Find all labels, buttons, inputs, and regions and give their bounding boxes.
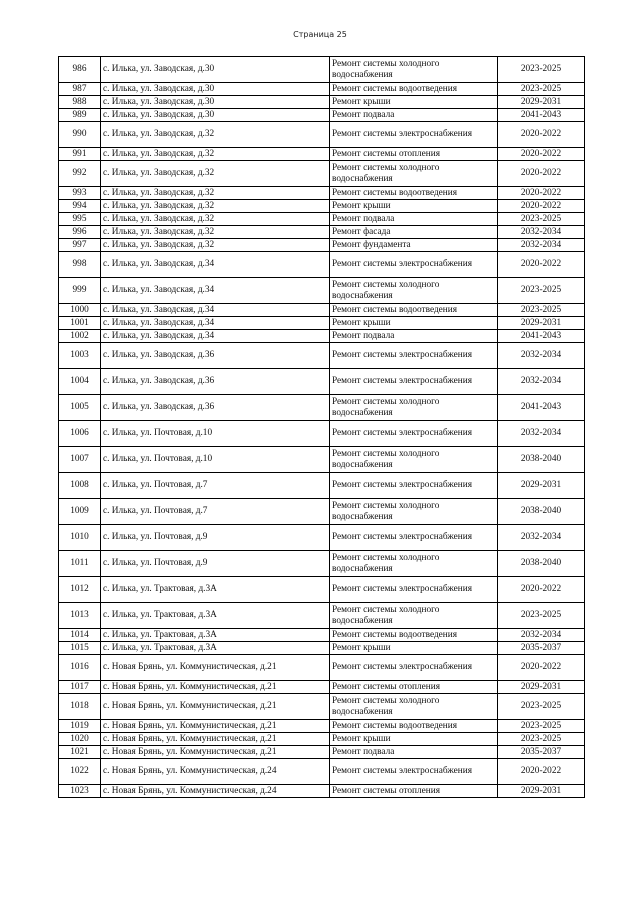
row-number-cell: 1023 — [59, 785, 101, 798]
period-cell: 2023-2025 — [498, 213, 585, 226]
address-cell: с. Илька, ул. Почтовая, д.7 — [101, 499, 330, 525]
address-cell: с. Илька, ул. Трактовая, д.3А — [101, 642, 330, 655]
row-number-cell: 1016 — [59, 655, 101, 681]
row-number-cell: 994 — [59, 200, 101, 213]
work-type-cell: Ремонт системы холодного водоснабжения — [330, 551, 498, 577]
table-row — [59, 317, 585, 330]
table-row — [59, 473, 585, 499]
row-number-cell: 1014 — [59, 629, 101, 642]
address-cell: с. Илька, ул. Заводская, д.34 — [101, 317, 330, 330]
row-number-cell: 991 — [59, 148, 101, 161]
row-number-cell: 1010 — [59, 525, 101, 551]
period-cell: 2035-2037 — [498, 746, 585, 759]
work-type-cell: Ремонт системы холодного водоснабжения — [330, 499, 498, 525]
table-row — [59, 395, 585, 421]
address-cell: с. Илька, ул. Заводская, д.32 — [101, 213, 330, 226]
table-row — [59, 161, 585, 187]
work-type-cell: Ремонт подвала — [330, 746, 498, 759]
period-cell: 2029-2031 — [498, 473, 585, 499]
address-cell: с. Илька, ул. Заводская, д.34 — [101, 252, 330, 278]
period-cell: 2038-2040 — [498, 551, 585, 577]
address-cell: с. Илька, ул. Заводская, д.32 — [101, 239, 330, 252]
address-cell: с. Новая Брянь, ул. Коммунистическая, д.21 — [101, 746, 330, 759]
row-number-cell: 988 — [59, 96, 101, 109]
period-cell: 2038-2040 — [498, 499, 585, 525]
table-row — [59, 525, 585, 551]
period-cell: 2023-2025 — [498, 733, 585, 746]
table-row — [59, 629, 585, 642]
work-type-cell: Ремонт системы электроснабжения — [330, 252, 498, 278]
address-cell: с. Новая Брянь, ул. Коммунистическая, д.21 — [101, 655, 330, 681]
address-cell: с. Илька, ул. Заводская, д.36 — [101, 369, 330, 395]
period-cell: 2032-2034 — [498, 343, 585, 369]
table-row — [59, 200, 585, 213]
row-number-cell: 1017 — [59, 681, 101, 694]
table-row — [59, 122, 585, 148]
period-cell: 2020-2022 — [498, 122, 585, 148]
work-type-cell: Ремонт системы холодного водоснабжения — [330, 57, 498, 83]
address-cell: с. Илька, ул. Заводская, д.30 — [101, 83, 330, 96]
table-row — [59, 96, 585, 109]
period-cell: 2032-2034 — [498, 369, 585, 395]
table-row — [59, 57, 585, 83]
work-type-cell: Ремонт системы холодного водоснабжения — [330, 694, 498, 720]
address-cell: с. Илька, ул. Заводская, д.30 — [101, 109, 330, 122]
row-number-cell: 1009 — [59, 499, 101, 525]
address-cell: с. Илька, ул. Почтовая, д.9 — [101, 551, 330, 577]
table-row — [59, 109, 585, 122]
period-cell: 2032-2034 — [498, 421, 585, 447]
table-row — [59, 577, 585, 603]
table-row — [59, 694, 585, 720]
address-cell: с. Илька, ул. Заводская, д.32 — [101, 200, 330, 213]
work-type-cell: Ремонт системы отопления — [330, 148, 498, 161]
row-number-cell: 1005 — [59, 395, 101, 421]
work-type-cell: Ремонт системы холодного водоснабжения — [330, 603, 498, 629]
period-cell: 2020-2022 — [498, 577, 585, 603]
period-cell: 2023-2025 — [498, 603, 585, 629]
row-number-cell: 1013 — [59, 603, 101, 629]
work-type-cell: Ремонт системы холодного водоснабжения — [330, 447, 498, 473]
address-cell: с. Новая Брянь, ул. Коммунистическая, д.24 — [101, 785, 330, 798]
row-number-cell: 999 — [59, 278, 101, 304]
row-number-cell: 1002 — [59, 330, 101, 343]
address-cell: с. Новая Брянь, ул. Коммунистическая, д.21 — [101, 720, 330, 733]
work-type-cell: Ремонт системы электроснабжения — [330, 577, 498, 603]
work-type-cell: Ремонт системы электроснабжения — [330, 421, 498, 447]
row-number-cell: 1003 — [59, 343, 101, 369]
row-number-cell: 1001 — [59, 317, 101, 330]
address-cell: с. Илька, ул. Заводская, д.32 — [101, 148, 330, 161]
work-type-cell: Ремонт системы отопления — [330, 785, 498, 798]
row-number-cell: 987 — [59, 83, 101, 96]
table-row — [59, 603, 585, 629]
work-type-cell: Ремонт системы водоотведения — [330, 629, 498, 642]
period-cell: 2041-2043 — [498, 395, 585, 421]
table-row — [59, 447, 585, 473]
table-row — [59, 239, 585, 252]
address-cell: с. Новая Брянь, ул. Коммунистическая, д.21 — [101, 733, 330, 746]
period-cell: 2041-2043 — [498, 109, 585, 122]
work-type-cell: Ремонт системы водоотведения — [330, 83, 498, 96]
table-row — [59, 499, 585, 525]
work-type-cell: Ремонт системы водоотведения — [330, 304, 498, 317]
table-row — [59, 226, 585, 239]
table-row — [59, 642, 585, 655]
work-type-cell: Ремонт системы холодного водоснабжения — [330, 161, 498, 187]
work-type-cell: Ремонт подвала — [330, 330, 498, 343]
period-cell: 2020-2022 — [498, 148, 585, 161]
period-cell: 2023-2025 — [498, 694, 585, 720]
row-number-cell: 1008 — [59, 473, 101, 499]
work-type-cell: Ремонт подвала — [330, 109, 498, 122]
period-cell: 2035-2037 — [498, 642, 585, 655]
row-number-cell: 986 — [59, 57, 101, 83]
work-type-cell: Ремонт системы холодного водоснабжения — [330, 395, 498, 421]
work-type-cell: Ремонт подвала — [330, 213, 498, 226]
address-cell: с. Илька, ул. Заводская, д.30 — [101, 57, 330, 83]
table-row — [59, 421, 585, 447]
address-cell: с. Новая Брянь, ул. Коммунистическая, д.21 — [101, 681, 330, 694]
table-row — [59, 83, 585, 96]
row-number-cell: 993 — [59, 187, 101, 200]
address-cell: с. Илька, ул. Заводская, д.36 — [101, 395, 330, 421]
page-label: Страница 25 — [293, 30, 347, 39]
period-cell: 2020-2022 — [498, 655, 585, 681]
period-cell: 2023-2025 — [498, 83, 585, 96]
row-number-cell: 1000 — [59, 304, 101, 317]
table-row — [59, 213, 585, 226]
address-cell: с. Новая Брянь, ул. Коммунистическая, д.24 — [101, 759, 330, 785]
address-cell: с. Илька, ул. Заводская, д.34 — [101, 330, 330, 343]
work-type-cell: Ремонт крыши — [330, 733, 498, 746]
table-row — [59, 252, 585, 278]
work-type-cell: Ремонт крыши — [330, 200, 498, 213]
work-type-cell: Ремонт крыши — [330, 317, 498, 330]
period-cell: 2020-2022 — [498, 187, 585, 200]
address-cell: с. Илька, ул. Заводская, д.32 — [101, 226, 330, 239]
address-cell: с. Илька, ул. Почтовая, д.10 — [101, 447, 330, 473]
work-type-cell: Ремонт системы электроснабжения — [330, 655, 498, 681]
table-row — [59, 681, 585, 694]
table-row — [59, 759, 585, 785]
period-cell: 2029-2031 — [498, 785, 585, 798]
row-number-cell: 1018 — [59, 694, 101, 720]
address-cell: с. Илька, ул. Заводская, д.36 — [101, 343, 330, 369]
address-cell: с. Илька, ул. Трактовая, д.3А — [101, 577, 330, 603]
table-row — [59, 746, 585, 759]
table-row — [59, 369, 585, 395]
row-number-cell: 1022 — [59, 759, 101, 785]
period-cell: 2029-2031 — [498, 96, 585, 109]
address-cell: с. Илька, ул. Почтовая, д.7 — [101, 473, 330, 499]
row-number-cell: 1015 — [59, 642, 101, 655]
row-number-cell: 1021 — [59, 746, 101, 759]
table-row — [59, 551, 585, 577]
work-type-cell: Ремонт системы холодного водоснабжения — [330, 278, 498, 304]
address-cell: с. Илька, ул. Заводская, д.32 — [101, 187, 330, 200]
period-cell: 2020-2022 — [498, 161, 585, 187]
row-number-cell: 1004 — [59, 369, 101, 395]
work-type-cell: Ремонт крыши — [330, 642, 498, 655]
period-cell: 2032-2034 — [498, 226, 585, 239]
address-cell: с. Илька, ул. Заводская, д.32 — [101, 122, 330, 148]
address-cell: с. Илька, ул. Трактовая, д.3А — [101, 629, 330, 642]
address-cell: с. Илька, ул. Заводская, д.30 — [101, 96, 330, 109]
row-number-cell: 1011 — [59, 551, 101, 577]
row-number-cell: 996 — [59, 226, 101, 239]
row-number-cell: 998 — [59, 252, 101, 278]
period-cell: 2020-2022 — [498, 200, 585, 213]
row-number-cell: 990 — [59, 122, 101, 148]
work-type-cell: Ремонт системы электроснабжения — [330, 759, 498, 785]
row-number-cell: 1006 — [59, 421, 101, 447]
table-row — [59, 304, 585, 317]
period-cell: 2032-2034 — [498, 239, 585, 252]
period-cell: 2020-2022 — [498, 252, 585, 278]
work-type-cell: Ремонт системы электроснабжения — [330, 343, 498, 369]
table-row — [59, 720, 585, 733]
period-cell: 2029-2031 — [498, 681, 585, 694]
repair-schedule-table — [58, 56, 585, 798]
work-type-cell: Ремонт системы водоотведения — [330, 187, 498, 200]
period-cell: 2032-2034 — [498, 525, 585, 551]
table-row — [59, 655, 585, 681]
work-type-cell: Ремонт фасада — [330, 226, 498, 239]
period-cell: 2020-2022 — [498, 759, 585, 785]
row-number-cell: 1012 — [59, 577, 101, 603]
row-number-cell: 989 — [59, 109, 101, 122]
address-cell: с. Илька, ул. Заводская, д.34 — [101, 278, 330, 304]
table-body — [59, 57, 585, 798]
table-row — [59, 278, 585, 304]
period-cell: 2032-2034 — [498, 629, 585, 642]
work-type-cell: Ремонт системы электроснабжения — [330, 369, 498, 395]
table-row — [59, 733, 585, 746]
address-cell: с. Новая Брянь, ул. Коммунистическая, д.21 — [101, 694, 330, 720]
period-cell: 2023-2025 — [498, 57, 585, 83]
row-number-cell: 992 — [59, 161, 101, 187]
work-type-cell: Ремонт системы водоотведения — [330, 720, 498, 733]
work-type-cell: Ремонт фундамента — [330, 239, 498, 252]
period-cell: 2041-2043 — [498, 330, 585, 343]
table-row — [59, 785, 585, 798]
period-cell: 2023-2025 — [498, 304, 585, 317]
work-type-cell: Ремонт системы электроснабжения — [330, 525, 498, 551]
row-number-cell: 995 — [59, 213, 101, 226]
address-cell: с. Илька, ул. Почтовая, д.9 — [101, 525, 330, 551]
table-row — [59, 187, 585, 200]
work-type-cell: Ремонт системы электроснабжения — [330, 122, 498, 148]
table-row — [59, 343, 585, 369]
period-cell: 2029-2031 — [498, 317, 585, 330]
table-row — [59, 148, 585, 161]
period-cell: 2038-2040 — [498, 447, 585, 473]
address-cell: с. Илька, ул. Заводская, д.32 — [101, 161, 330, 187]
row-number-cell: 1020 — [59, 733, 101, 746]
address-cell: с. Илька, ул. Трактовая, д.3А — [101, 603, 330, 629]
period-cell: 2023-2025 — [498, 720, 585, 733]
address-cell: с. Илька, ул. Почтовая, д.10 — [101, 421, 330, 447]
row-number-cell: 1019 — [59, 720, 101, 733]
work-type-cell: Ремонт системы электроснабжения — [330, 473, 498, 499]
address-cell: с. Илька, ул. Заводская, д.34 — [101, 304, 330, 317]
work-type-cell: Ремонт системы отопления — [330, 681, 498, 694]
row-number-cell: 1007 — [59, 447, 101, 473]
work-type-cell: Ремонт крыши — [330, 96, 498, 109]
table-row — [59, 330, 585, 343]
row-number-cell: 997 — [59, 239, 101, 252]
period-cell: 2023-2025 — [498, 278, 585, 304]
